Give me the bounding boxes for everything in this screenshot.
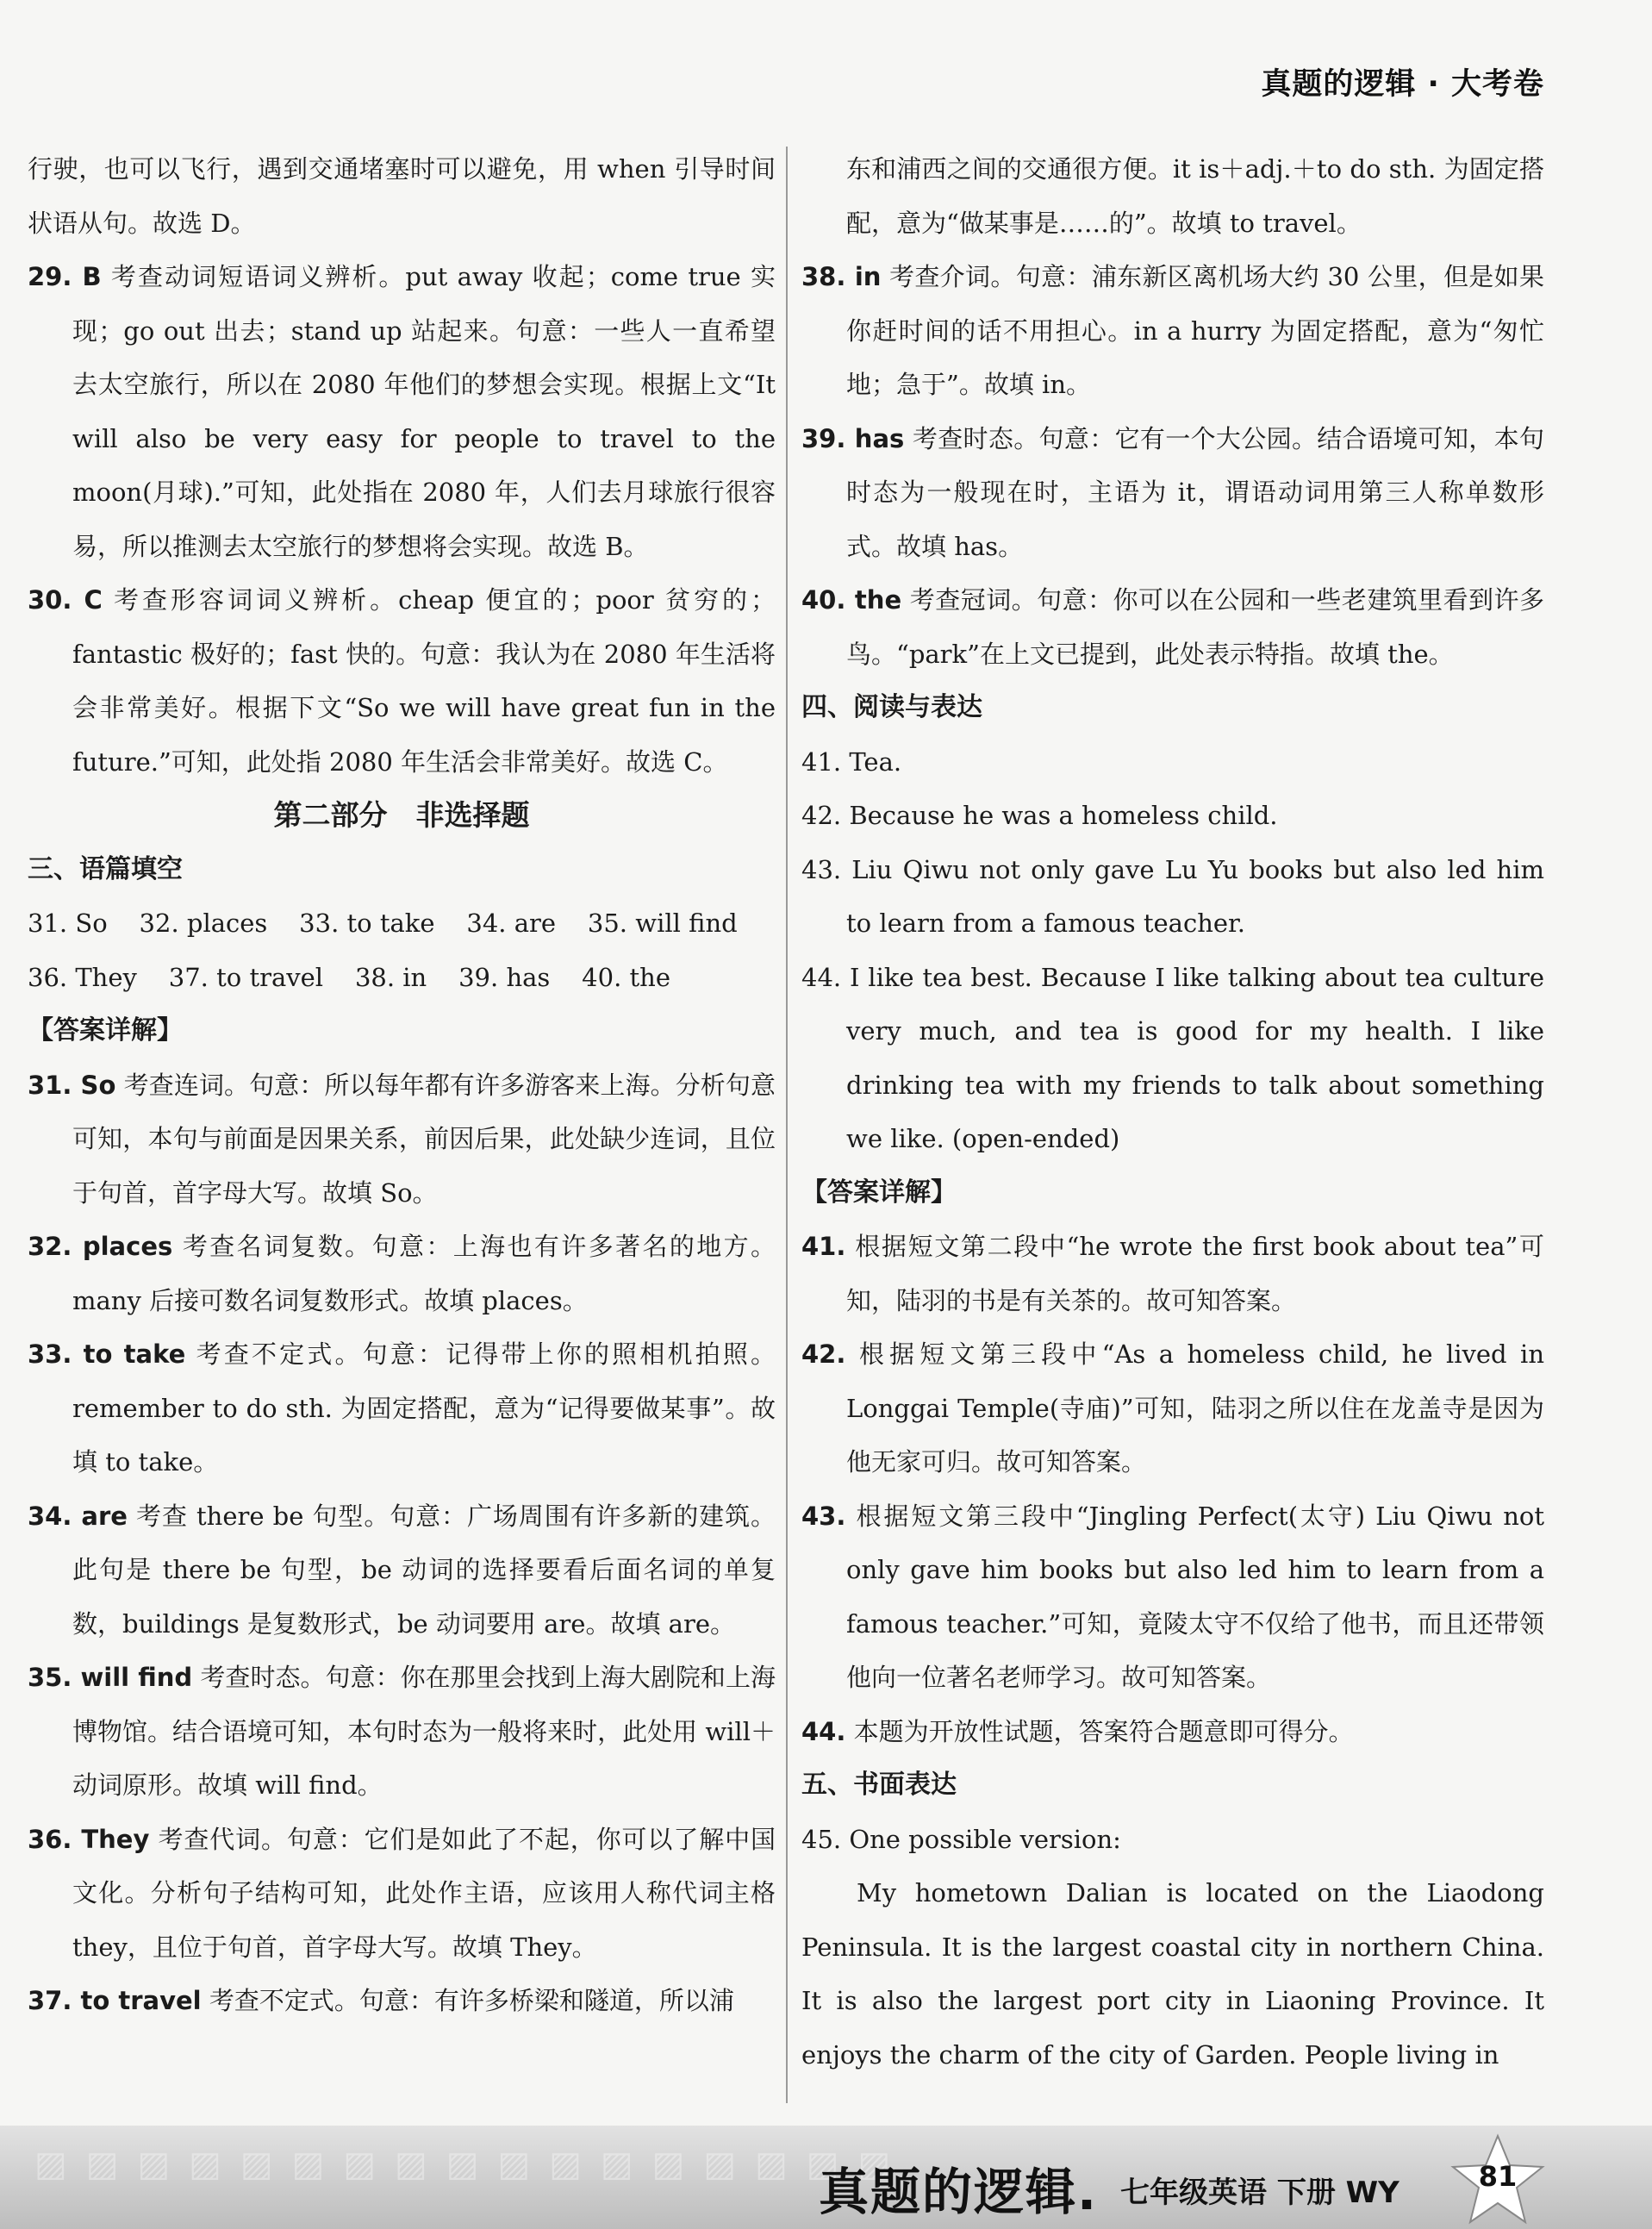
q39-number: 39. has [801, 423, 905, 453]
q32-text: 考查名词复数。句意：上海也有许多著名的地方。many 后接可数名词复数形式。故填 places。 [72, 1232, 776, 1315]
running-header: 真题的逻辑 · 大考卷 [1261, 67, 1544, 102]
answer-q32 [28, 1220, 776, 1327]
section-four-heading: 四、阅读与表达 [801, 692, 982, 722]
d44-text: 本题为开放性试题，答案符合题意即可得分。 [845, 1716, 1354, 1746]
answer-q37 [28, 1974, 776, 2028]
answer-41: 41. Tea. [801, 746, 902, 777]
q39-text: 考查时态。句意：它有一个大公园。结合语境可知，本句时态为一般现在时，主语为 it，谓语动词用第三人称单数形式。故填 has。 [846, 423, 1544, 561]
d41-number: 41. [801, 1232, 846, 1261]
answer-detail-label-right: 【答案详解】 [801, 1177, 957, 1208]
q31-number: 31. So [28, 1070, 116, 1100]
q35-text: 考查时态。句意：你在那里会找到上海大剧院和上海博物馆。结合语境可知，本句时态为一般将来时，此处用 will＋动词原形。故填 will find。 [72, 1663, 776, 1800]
q29-text: 考查动词短语词义辨析。put away 收起；come true 实现；go out 出去；stand up 站起来。句意：一些人一直希望去太空旅行，所以在 2080 年他们的梦想会实现。根据上文“It will also be very easy for people to travel to the moon(月球).”可知，此处指在 2080 年，人们去月球旅行很容易，所以推测去太空旅行的梦想将会实现。故选 B。 [72, 262, 776, 561]
q28-continuation: 行驶，也可以飞行，遇到交通堵塞时可以避免，用 when 引导时间状语从句。故选 D。 [28, 154, 776, 238]
q36-text: 考查代词。句意：它们是如此了不起，你可以了解中国文化。分析句子结构可知，此处作主语，应该用人称代词主格 they，且位于句首，首字母大写。故填 They。 [72, 1824, 776, 1962]
q30-text: 考查形容词词义辨析。cheap 便宜的；poor 贫穷的；fantastic 极好的；fast 快的。句意：我认为在 2080 年生活将会非常美好。根据下文“So we will have great fun in the future.”可知，此处指 2080 年生活会非常美好。故选 C。 [72, 585, 776, 777]
d43-text: 根据短文第三段中“Jingling Perfect(太守) Liu Qiwu not only gave him books but also led him to learn from a famous teacher.”可知，竟陵太守不仅给了他书，而且还带领他向一位著名老师学习。故可知答案。 [845, 1501, 1544, 1692]
answer-q34 [28, 1489, 776, 1651]
q40-number: 40. the [801, 585, 902, 615]
q37-continuation: 东和浦西之间的交通很方便。it is＋adj.＋to do sth. 为固定搭配，意为“做某事是……的”。故填 to travel。 [846, 154, 1544, 238]
q29-number: 29. B [28, 262, 102, 291]
q37-number: 37. to travel [28, 1986, 202, 2015]
answer-q35 [28, 1651, 776, 1813]
q33-text: 考查不定式。句意：记得带上你的照相机拍照。remember to do sth. 为固定搭配，意为“记得要做某事”。故填 to take。 [72, 1339, 776, 1477]
d43-number: 43. [801, 1501, 846, 1531]
section-three-heading: 三、语篇填空 [28, 853, 183, 884]
q38-text: 考查介词。句意：浦东新区离机场大约 30 公里，但是如果你赶时间的话不用担心。in a hurry 为固定搭配，意为“匆忙地；急于”。故填 in。 [846, 262, 1544, 399]
left-column [28, 142, 776, 2028]
q30-number: 30. C [28, 585, 103, 615]
page-number: 81 [1478, 2160, 1518, 2193]
answer-q36 [28, 1813, 776, 1975]
d42-text: 根据短文第三段中“As a homeless child, he lived in Longgai Temple(寺庙)”可知，陆羽之所以住在龙盖寺是因为他无家可归。故可知答案。 [845, 1339, 1544, 1477]
q35-number: 35. will find [28, 1663, 193, 1692]
answer-q30 [28, 573, 776, 789]
answer-45-label: 45. One possible version: [801, 1824, 1121, 1854]
right-column [801, 142, 1544, 2082]
answer-q29 [28, 250, 776, 573]
q34-text: 考查 there be 句型。句意：广场周围有许多新的建筑。此句是 there be 句型，be 动词的选择要看后面名词的单复数，buildings 是复数形式，be 动词要用 are。故填 are。 [72, 1501, 776, 1639]
answer-q39 [801, 412, 1544, 574]
detail-42 [801, 1327, 1544, 1489]
d44-number: 44. [801, 1716, 846, 1746]
q36-number: 36. They [28, 1824, 150, 1854]
answer-q31 [28, 1058, 776, 1221]
d41-text: 根据短文第二段中“he wrote the first book about tea”可知，陆羽的书是有关茶的。故可知答案。 [845, 1232, 1544, 1315]
answer-44: 44. I like tea best. Because I like talking about tea culture very much, and tea is good for my health. I like drinking tea with my friends to talk about something we like. (open-ended) [801, 962, 1544, 1153]
footer-watermark-pattern: ▨ ▨ ▨ ▨ ▨ ▨ ▨ ▨ ▨ ▨ ▨ ▨ ▨ ▨ ▨ ▨ ▨ [34, 2145, 895, 2184]
q31-text: 考查连词。句意：所以每年都有许多游客来上海。分析句意可知，本句与前面是因果关系，前因后果，此处缺少连词，且位于句首，首字母大写。故填 So。 [72, 1070, 776, 1208]
q34-number: 34. are [28, 1501, 128, 1531]
detail-44 [801, 1705, 1544, 1759]
detail-41 [801, 1220, 1544, 1327]
page-footer [0, 2126, 1652, 2229]
sample-essay: My hometown Dalian is located on the Liaodong Peninsula. It is the largest coastal city in northern China. It is also the largest port city in Liaoning Province. It enjoys the charm of the city of Garden. People living in [801, 1878, 1544, 2070]
q40-text: 考查冠词。句意：你可以在公园和一些老建筑里看到许多鸟。“park”在上文已提到，此处表示特指。故填 the。 [846, 585, 1544, 669]
answer-key-line-2: 36. They 37. to travel 38. in 39. has 40. the [28, 962, 670, 992]
footer-brand: 真题的逻辑. [819, 2163, 1099, 2221]
q38-number: 38. in [801, 262, 882, 291]
d42-number: 42. [801, 1339, 846, 1369]
q37-text: 考查不定式。句意：有许多桥梁和隧道，所以浦 [201, 1986, 734, 2015]
answer-detail-label: 【答案详解】 [28, 1015, 183, 1046]
answer-43: 43. Liu Qiwu not only gave Lu Yu books but also led him to learn from a famous teacher. [801, 854, 1544, 938]
part-two-heading: 第二部分 非选择题 [273, 798, 530, 832]
answer-42: 42. Because he was a homeless child. [801, 801, 1278, 830]
section-five-heading: 五、书面表达 [801, 1770, 957, 1800]
q33-number: 33. to take [28, 1339, 186, 1369]
answer-q40 [801, 573, 1544, 681]
q32-number: 32. places [28, 1232, 173, 1261]
answer-q33 [28, 1327, 776, 1489]
answer-q38 [801, 250, 1544, 412]
footer-book-info: 七年级英语 下册 WY [1120, 2176, 1400, 2210]
column-divider [786, 147, 788, 2103]
answer-key-line-1: 31. So 32. places 33. to take 34. are 35. will find [28, 908, 738, 938]
detail-43 [801, 1489, 1544, 1705]
